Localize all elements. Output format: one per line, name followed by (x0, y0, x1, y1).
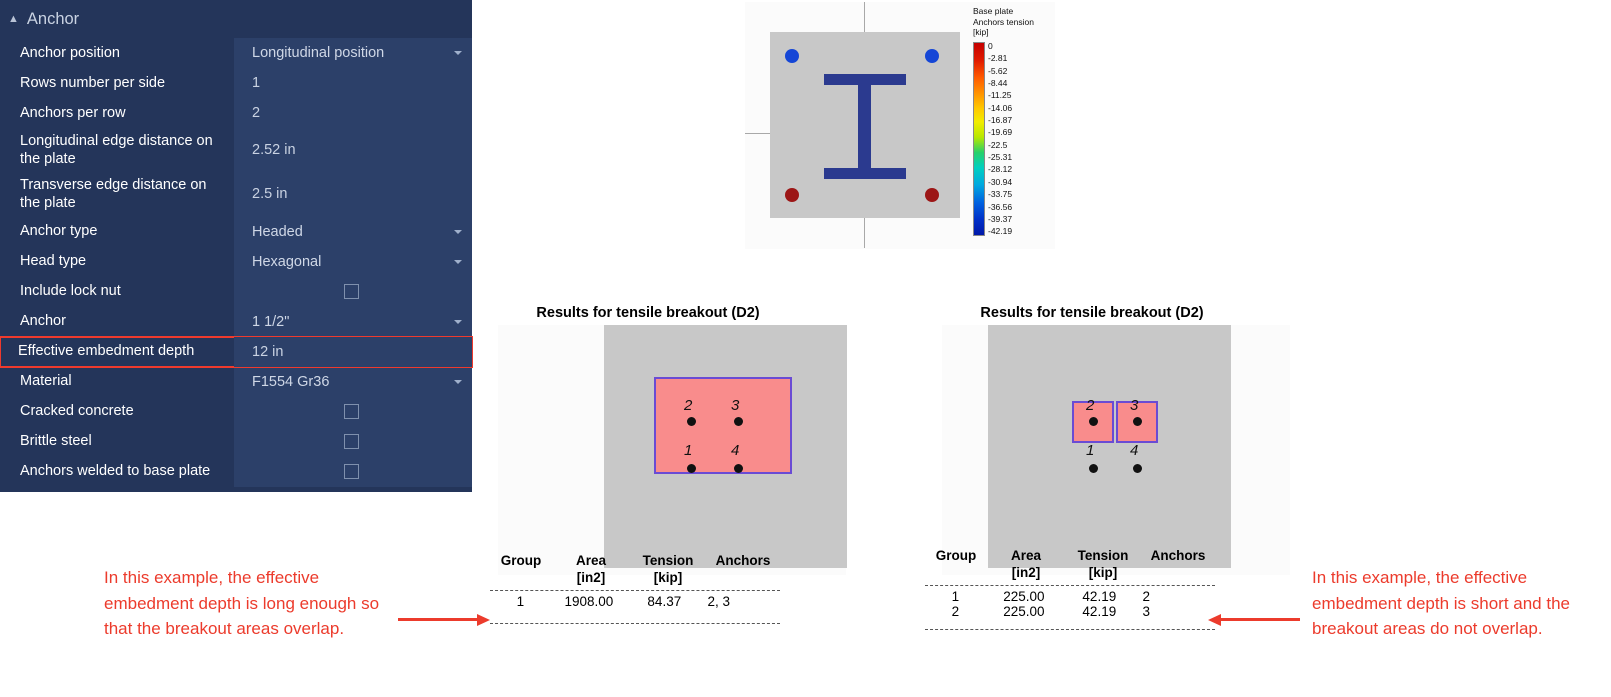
table-row (925, 589, 1215, 604)
panel-header[interactable] (0, 0, 472, 38)
cell-group: 1 (516, 593, 525, 609)
right-annotation-arrow (1208, 614, 1300, 624)
anchor-marker-tension-low (925, 49, 939, 63)
property-row-anchor[interactable] (0, 307, 472, 337)
property-row-include-lock-nut[interactable] (0, 277, 472, 307)
chevron-down-icon[interactable] (454, 260, 462, 264)
cell-anchors: 2 (1142, 588, 1151, 604)
chevron-down-icon[interactable] (454, 320, 462, 324)
legend-tick: -14.06 (988, 102, 1013, 113)
chevron-down-icon[interactable] (454, 380, 462, 384)
legend-tick: -30.94 (988, 176, 1013, 187)
legend-tick-labels (988, 42, 1012, 236)
left-result-table (490, 553, 780, 627)
longitudinal-edge-distance-input[interactable] (234, 128, 472, 172)
property-value: Headed (252, 223, 303, 240)
brittle-steel-checkbox[interactable] (344, 434, 359, 449)
property-value: 1 (252, 75, 261, 91)
cell-area: 225.00 (1003, 588, 1045, 604)
anchor-properties-panel (0, 0, 472, 492)
property-value: 12 in (252, 343, 284, 360)
property-value: Longitudinal position (252, 45, 385, 61)
table-divider-top (490, 590, 780, 591)
head-type-select[interactable] (234, 247, 472, 277)
anchor-dot-2 (687, 417, 696, 426)
anchor-label-4: 4 (1130, 442, 1139, 459)
property-label: Anchors welded to base plate (20, 463, 211, 480)
unit-anchors (706, 570, 780, 587)
property-label: Anchor position (20, 44, 120, 61)
include-lock-nut-cell[interactable] (234, 277, 472, 307)
legend-tick: -8.44 (988, 77, 1008, 88)
unit-group (490, 570, 552, 587)
anchors-welded-checkbox[interactable] (344, 464, 359, 479)
property-label: Anchor (20, 313, 66, 330)
cracked-concrete-checkbox[interactable] (344, 404, 359, 419)
property-label: Include lock nut (20, 283, 121, 300)
anchor-select[interactable] (234, 307, 472, 337)
ibeam-bottom-flange (824, 168, 906, 179)
legend-tick: -42.19 (988, 226, 1013, 237)
rows-number-per-side-input[interactable] (234, 68, 472, 98)
anchor-dot-3 (1133, 417, 1142, 426)
property-row-material[interactable] (0, 367, 472, 397)
legend-tick: -36.56 (988, 201, 1013, 212)
unit-tension: [kip] (1088, 564, 1118, 580)
anchor-dot-4 (1133, 464, 1142, 473)
anchor-dot-4 (734, 464, 743, 473)
property-row-transverse-edge-distance[interactable] (0, 172, 472, 216)
legend-tick: -33.75 (988, 189, 1013, 200)
legend-tick: -39.37 (988, 213, 1013, 224)
chevron-up-icon[interactable]: ▲ (8, 13, 19, 25)
legend (973, 6, 1034, 236)
property-value: 2.52 in (252, 142, 296, 159)
anchor-dot-3 (734, 417, 743, 426)
property-row-anchor-position[interactable] (0, 38, 472, 68)
right-result-title: Results for tensile breakout (D2) (980, 305, 1204, 321)
anchor-type-select[interactable] (234, 217, 472, 247)
property-value: 2.5 in (252, 186, 288, 203)
property-label: Material (20, 373, 72, 390)
cracked-concrete-cell[interactable] (234, 397, 472, 427)
legend-line-1: Base plate (973, 6, 1014, 16)
legend-tick: -2.81 (988, 53, 1008, 64)
anchor-label-3: 3 (1130, 397, 1139, 414)
cell-tension: 42.19 (1082, 588, 1117, 604)
brittle-steel-cell[interactable] (234, 427, 472, 457)
right-breakout-result (942, 305, 1302, 565)
unit-anchors (1141, 565, 1215, 582)
table-row (925, 604, 1215, 619)
property-row-anchors-welded-to-base-plate[interactable] (0, 457, 472, 487)
table-unit-row (490, 570, 780, 587)
anchor-position-select[interactable] (234, 38, 472, 68)
legend-tick: -11.25 (988, 90, 1012, 101)
anchor-label-1: 1 (684, 442, 693, 459)
unit-tension: [kip] (653, 569, 683, 585)
column-header-group: Group (935, 548, 977, 563)
anchor-dot-2 (1089, 417, 1098, 426)
property-row-anchor-type[interactable] (0, 217, 472, 247)
property-row-rows-number-per-side[interactable] (0, 68, 472, 98)
legend-tick: -16.87 (988, 115, 1013, 126)
right-annotation-text: In this example, the effective embedment depth is short and the breakout areas do not overlap. (1312, 568, 1570, 638)
column-header-group: Group (500, 553, 542, 568)
property-label: Transverse edge distance on the plate (20, 177, 207, 212)
table-divider-top (925, 585, 1215, 586)
legend-tick: -28.12 (988, 164, 1013, 175)
unit-area: [in2] (1011, 564, 1041, 580)
anchors-per-row-input[interactable] (234, 98, 472, 128)
column-header-area: Area (1010, 548, 1042, 563)
anchor-dot-1 (1089, 464, 1098, 473)
cell-tension: 42.19 (1082, 603, 1117, 619)
anchor-marker-tension-high (925, 188, 939, 202)
left-annotation-text: In this example, the effective embedment depth is long enough so that the breakout areas overlap. (104, 568, 380, 638)
column-header-anchors: Anchors (715, 553, 771, 568)
chevron-down-icon[interactable] (454, 51, 462, 55)
property-label: Anchors per row (20, 104, 126, 121)
property-row-cracked-concrete[interactable] (0, 397, 472, 427)
right-result-table (925, 548, 1215, 633)
property-value: 1 1/2" (252, 313, 290, 330)
column-header-anchors: Anchors (1150, 548, 1206, 563)
left-result-title: Results for tensile breakout (D2) (536, 305, 760, 321)
property-label: Cracked concrete (20, 403, 134, 420)
table-header-row (925, 548, 1215, 565)
material-select[interactable] (234, 367, 472, 397)
column-header-tension: Tension (1077, 548, 1129, 563)
legend-color-bar (973, 42, 985, 236)
legend-tick: -19.69 (988, 127, 1013, 138)
legend-tick: 0 (988, 40, 993, 51)
legend-line-2: Anchors tension (973, 16, 1034, 27)
table-divider-bottom (490, 623, 780, 624)
right-concrete-block (988, 325, 1231, 568)
column-header-area: Area (575, 553, 607, 568)
property-label: Effective embedment depth (18, 343, 195, 360)
anchor-label-2: 2 (684, 397, 693, 414)
panel-title: Anchor (26, 9, 80, 28)
cell-group: 1 (951, 588, 960, 604)
property-row-effective-embedment-depth[interactable] (0, 337, 472, 367)
left-annotation-arrow (398, 614, 490, 624)
legend-tick: -25.31 (988, 152, 1013, 163)
property-value: 2 (252, 105, 261, 121)
anchor-dot-1 (687, 464, 696, 473)
anchor-label-3: 3 (731, 397, 740, 414)
base-plate-view[interactable] (745, 2, 1055, 249)
cell-group: 2 (951, 603, 960, 619)
anchor-label-4: 4 (731, 442, 740, 459)
left-breakout-area-group-1 (654, 377, 792, 474)
property-label: Anchor type (20, 223, 98, 240)
include-lock-nut-checkbox[interactable] (344, 284, 359, 299)
anchor-marker-tension-low (785, 49, 799, 63)
anchor-marker-tension-high (785, 188, 799, 202)
property-label: Brittle steel (20, 433, 92, 450)
column-header-tension: Tension (642, 553, 694, 568)
table-row (490, 594, 780, 609)
property-label: Rows number per side (20, 74, 166, 91)
ibeam-web (858, 74, 871, 179)
cell-area: 225.00 (1003, 603, 1045, 619)
property-row-anchors-per-row[interactable] (0, 98, 472, 128)
property-row-longitudinal-edge-distance[interactable] (0, 128, 472, 172)
cell-anchors: 3 (1142, 603, 1151, 619)
left-breakout-result (498, 305, 858, 565)
legend-tick: -5.62 (988, 65, 1008, 76)
table-unit-row (925, 565, 1215, 582)
anchor-label-2: 2 (1086, 397, 1095, 414)
cell-area: 1908.00 (564, 593, 614, 609)
property-value: Hexagonal (252, 253, 322, 270)
chevron-down-icon[interactable] (454, 230, 462, 234)
table-divider-bottom (925, 629, 1215, 630)
legend-line-3: [kip] (973, 27, 989, 38)
property-label: Head type (20, 253, 87, 270)
effective-embedment-depth-input[interactable] (234, 337, 472, 367)
transverse-edge-distance-input[interactable] (234, 172, 472, 216)
anchors-welded-cell[interactable] (234, 457, 472, 487)
anchor-label-1: 1 (1086, 442, 1095, 459)
cell-anchors: 2, 3 (707, 593, 731, 609)
unit-area: [in2] (576, 569, 606, 585)
property-value: F1554 Gr36 (252, 373, 330, 390)
legend-tick: -22.5 (988, 139, 1008, 150)
cell-tension: 84.37 (647, 593, 682, 609)
property-row-head-type[interactable] (0, 247, 472, 277)
property-row-brittle-steel[interactable] (0, 427, 472, 457)
unit-group (925, 565, 987, 582)
table-header-row (490, 553, 780, 570)
property-label: Longitudinal edge distance on the plate (20, 133, 213, 168)
